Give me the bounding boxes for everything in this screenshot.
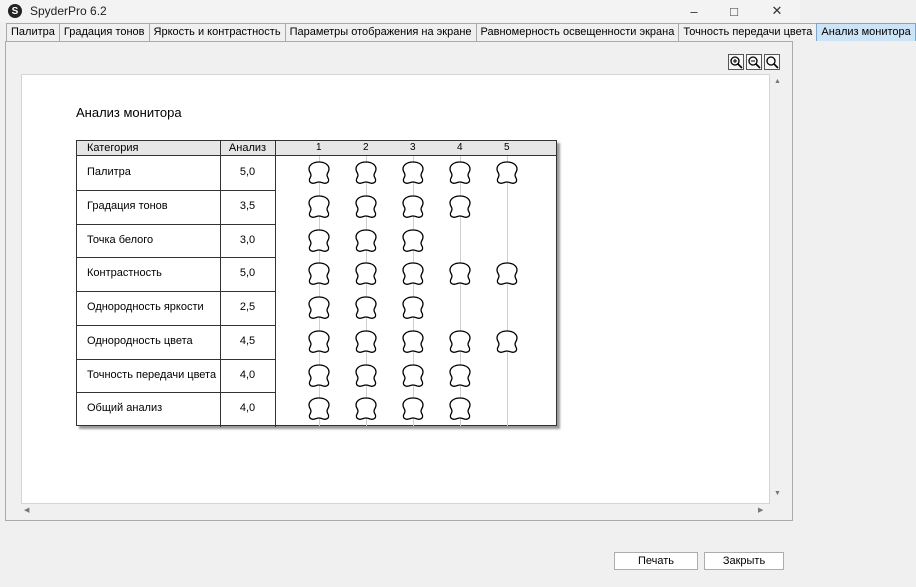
rating-marker <box>352 295 380 321</box>
rating-marker <box>305 228 333 254</box>
title-bar <box>0 0 800 22</box>
rating-marker <box>352 363 380 389</box>
rating-marker <box>352 228 380 254</box>
print-button[interactable]: Печать <box>614 552 698 570</box>
row-analysis-value: 2,5 <box>239 301 256 313</box>
tab-1[interactable]: Градация тонов <box>59 23 150 41</box>
rating-marker <box>305 261 333 287</box>
rating-marker <box>352 396 380 422</box>
zoom-in-icon[interactable] <box>728 54 744 70</box>
scroll-left-icon[interactable]: ◀ <box>24 507 30 514</box>
rating-marker <box>446 329 474 355</box>
rating-marker <box>399 396 427 422</box>
scale-label: 5 <box>504 142 510 153</box>
rating-marker <box>493 261 521 287</box>
row-category: Однородность яркости <box>87 301 204 313</box>
maximize-icon[interactable]: □ <box>730 3 738 19</box>
rating-marker <box>305 160 333 186</box>
rating-half-marker <box>399 295 413 321</box>
scroll-up-icon[interactable]: ▲ <box>774 78 781 85</box>
row-analysis-value: 4,0 <box>239 368 256 381</box>
rating-marker <box>305 396 333 422</box>
report-title: Анализ монитора <box>76 105 182 120</box>
rating-marker <box>446 261 474 287</box>
rating-marker <box>446 363 474 389</box>
row-category: Точность передачи цвета <box>87 368 217 381</box>
row-analysis-value: 3,0 <box>239 233 256 246</box>
scale-label: 1 <box>316 142 322 153</box>
rating-marker <box>399 363 427 389</box>
rating-marker <box>352 194 380 220</box>
scale-label: 3 <box>410 142 416 153</box>
analysis-table <box>76 140 557 426</box>
vertical-scrollbar[interactable] <box>770 74 784 504</box>
rating-marker <box>399 329 427 355</box>
rating-marker <box>399 228 427 254</box>
rating-marker <box>305 194 333 220</box>
row-category: Однородность цвета <box>87 334 193 347</box>
row-divider <box>77 359 275 360</box>
tab-bar <box>6 23 915 41</box>
rating-marker <box>352 329 380 355</box>
row-divider <box>77 325 275 326</box>
rating-half-marker <box>493 329 507 355</box>
column-divider <box>275 141 276 427</box>
scale-guide <box>507 156 508 426</box>
row-divider <box>77 190 275 191</box>
scale-label: 2 <box>363 142 369 153</box>
row-analysis-value: 4,0 <box>239 402 256 415</box>
header-category: Категория <box>87 142 139 154</box>
row-category: Палитра <box>87 166 131 178</box>
column-divider <box>220 141 221 427</box>
tab-0[interactable]: Палитра <box>6 23 60 41</box>
rating-marker <box>446 160 474 186</box>
tab-5[interactable]: Точность передачи цвета <box>678 23 817 41</box>
rating-marker <box>305 363 333 389</box>
row-divider <box>77 224 275 225</box>
rating-half-marker <box>446 194 460 220</box>
rating-marker <box>399 261 427 287</box>
rating-marker <box>493 160 521 186</box>
row-category: Общий анализ <box>87 402 163 415</box>
rating-marker <box>446 396 474 422</box>
row-category: Градация тонов <box>87 199 168 212</box>
tab-4[interactable]: Равномерность освещенности экрана <box>476 23 680 41</box>
close-button[interactable]: Закрыть <box>704 552 784 570</box>
row-analysis-value: 4,5 <box>239 334 256 347</box>
tab-6[interactable]: Анализ монитора <box>816 23 915 41</box>
scale-label: 4 <box>457 142 463 153</box>
rating-marker <box>305 295 333 321</box>
rating-marker <box>399 160 427 186</box>
row-analysis-value: 5,0 <box>239 267 256 280</box>
rating-marker <box>352 261 380 287</box>
row-analysis-value: 3,5 <box>239 199 256 212</box>
rating-marker <box>305 329 333 355</box>
row-category: Контрастность <box>87 267 162 280</box>
close-icon[interactable]: ✕ <box>771 3 783 18</box>
horizontal-scrollbar[interactable] <box>21 504 770 517</box>
row-divider <box>77 291 275 292</box>
window-title: SpyderPro 6.2 <box>30 4 107 18</box>
scroll-down-icon[interactable]: ▼ <box>774 490 781 497</box>
tab-2[interactable]: Яркость и контрастность <box>149 23 286 41</box>
minimize-icon[interactable]: – <box>690 3 698 19</box>
row-divider <box>77 392 275 393</box>
scroll-right-icon[interactable]: ▶ <box>758 507 764 514</box>
rating-marker <box>399 194 427 220</box>
row-category: Точка белого <box>87 233 154 246</box>
zoom-fit-icon[interactable] <box>764 54 780 70</box>
tab-3[interactable]: Параметры отображения на экране <box>285 23 477 41</box>
row-analysis-value: 5,0 <box>239 166 256 178</box>
rating-marker <box>352 160 380 186</box>
app-logo-icon: S <box>8 4 22 18</box>
zoom-out-icon[interactable] <box>746 54 762 70</box>
header-analysis: Анализ <box>228 142 267 154</box>
row-divider <box>77 257 275 258</box>
